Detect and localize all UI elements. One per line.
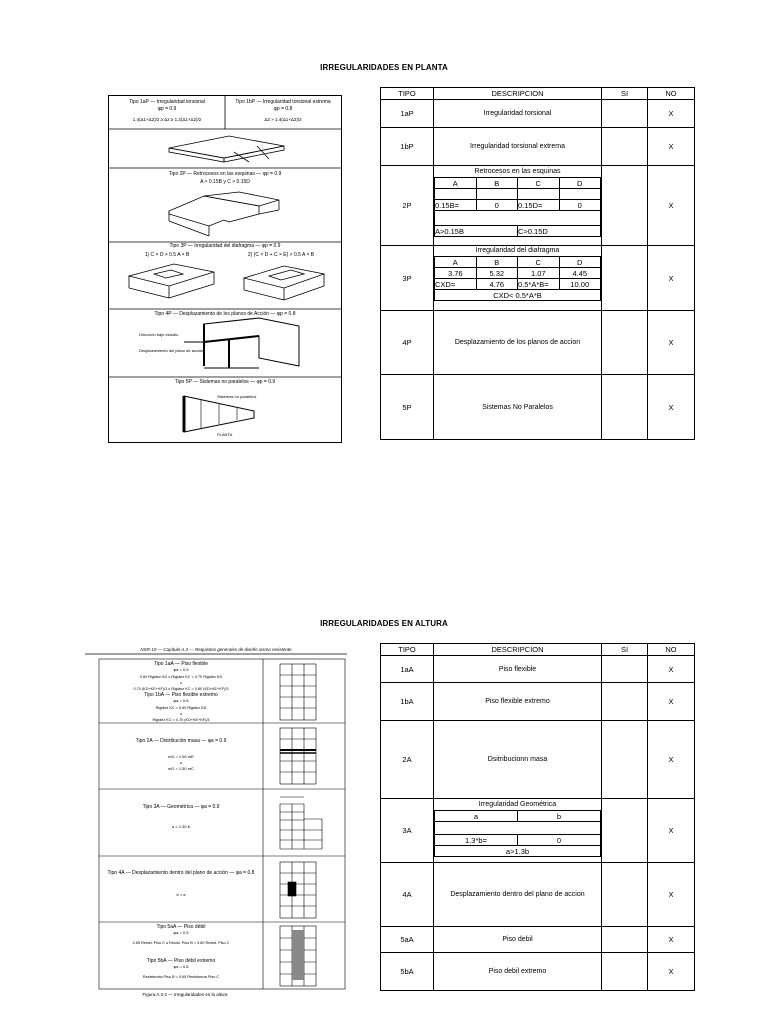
- out-of-plane-offset-drawing: [184, 318, 299, 368]
- col-header-no: NO: [648, 644, 695, 656]
- si-cell[interactable]: [602, 375, 648, 440]
- desc-cell: Irregularidad del diafragma: [475, 247, 560, 254]
- tipo-cell: 1aP: [381, 100, 434, 128]
- si-cell[interactable]: [602, 683, 648, 721]
- input-c[interactable]: [518, 189, 560, 200]
- desc-cell: Retrocesos en las esquinas: [474, 168, 561, 175]
- desc-cell: Piso debil extremo: [434, 953, 602, 991]
- condition-3p: CXD< 0.5*A*B: [435, 290, 601, 301]
- si-cell[interactable]: [602, 311, 648, 375]
- table-row: [381, 128, 695, 166]
- label-d: D: [559, 178, 601, 189]
- fig-3a-title: Tipo 3A — Geométrica — φa = 0.9: [142, 804, 220, 810]
- table-row: [381, 375, 695, 440]
- fig-3a-l1: a > 1.30 b: [172, 824, 190, 829]
- value-c[interactable]: 1.07: [518, 268, 560, 279]
- tipo-cell: 2A: [381, 721, 434, 799]
- fig-1ba-phi: φa = 0.8: [173, 698, 189, 703]
- desc-cell-3p: [434, 246, 602, 311]
- fig-1ap-formula: 1.4(Δ1+Δ2)/2 ≥ Δ2 ≥ 1.2(Δ1+Δ2)/2: [132, 117, 202, 122]
- diafragma-subtable: [434, 256, 601, 301]
- altura-section-title: IRREGULARIDADES EN ALTURA: [320, 619, 448, 628]
- table-row: [381, 953, 695, 991]
- label-a: A: [435, 257, 477, 268]
- desc-cell: Irregularidad torsional: [434, 100, 602, 128]
- no-cell[interactable]: X: [648, 863, 695, 927]
- label-b: B: [476, 178, 518, 189]
- desc-cell-2p: [434, 166, 602, 246]
- fig-1ba-l3: Rigidez KC < 0.70 (KD+KE+KF)/3: [152, 718, 210, 722]
- mass-distribution-building-drawing: [280, 728, 316, 784]
- fig-1aa-l2: o: [179, 681, 183, 685]
- value-b[interactable]: 5.32: [476, 268, 518, 279]
- si-cell[interactable]: [602, 953, 648, 991]
- desc-cell: Piso debil: [434, 927, 602, 953]
- altura-table: [380, 643, 695, 991]
- fig-1ba-title: Tipo 1bA — Piso flexible extremo: [144, 692, 218, 698]
- planta-table: [380, 87, 695, 440]
- fig-1aa-phi: φa = 0.9: [173, 667, 189, 672]
- input-d[interactable]: [559, 189, 601, 200]
- weak-story-building-drawing: [280, 926, 316, 986]
- fig-5aa-l1: 0.65 Resist. Piso C ≤ Resist. Piso B < 0.80 Resist. Piso C: [132, 941, 230, 945]
- diaphragm-opening-drawing: [129, 264, 324, 300]
- fig-4p-note1: Dirección bajo estudio: [139, 332, 179, 337]
- input-b[interactable]: [476, 189, 518, 200]
- no-cell[interactable]: X: [648, 311, 695, 375]
- fig-2a-l3: mD > 1.50 mC: [168, 766, 194, 771]
- tipo-cell: 2P: [381, 166, 434, 246]
- fig-1bp-phi: φp = 0.8: [273, 106, 293, 112]
- fig-5ba-phi: φa = 0.8: [173, 964, 189, 969]
- desc-cell: Dsitribucionn masa: [434, 721, 602, 799]
- torsion-slab-drawing: [169, 136, 284, 162]
- no-cell[interactable]: X: [648, 953, 695, 991]
- table-row: [381, 311, 695, 375]
- fig-2p-formula: A > 0.15B y C > 0.15D: [200, 179, 250, 185]
- label-a: A: [435, 178, 477, 189]
- fig-1aa-l1: 0.60 Rigidez KD ≤ Rigidez KC < 0.70 Rigidez KD: [139, 675, 223, 679]
- value-d[interactable]: 4.45: [559, 268, 601, 279]
- desc-cell: Desplazamiento de los planos de accion: [434, 311, 602, 375]
- re-entrant-corner-drawing: [169, 192, 279, 236]
- no-cell[interactable]: X: [648, 100, 695, 128]
- geometric-building-drawing: [280, 797, 322, 849]
- table-row: [381, 721, 695, 799]
- fig-1ap-title: Tipo 1aP — Irregularidad torsional: [129, 99, 205, 105]
- input-a[interactable]: [435, 189, 477, 200]
- fig-2p-title: Tipo 2P — Retrocesos en las esquinas — φp = 0.9: [168, 171, 282, 177]
- tipo-cell: 5P: [381, 375, 434, 440]
- tipo-cell: 4A: [381, 863, 434, 927]
- retrocesos-subtable: [434, 177, 601, 237]
- col-header-no: NO: [648, 88, 695, 100]
- label-cxd: CXD=: [435, 279, 477, 290]
- fig-1ba-l2: o: [179, 712, 183, 716]
- label-015b: 0.15B=: [435, 200, 477, 211]
- fig-4p-title: Tipo 4P — Desplazamiento de los planos de Acción — φp = 0.8: [154, 311, 296, 317]
- desc-cell-3a: [434, 799, 602, 863]
- si-cell[interactable]: [602, 927, 648, 953]
- si-cell[interactable]: [602, 100, 648, 128]
- tipo-cell: 3A: [381, 799, 434, 863]
- tipo-cell: 5aA: [381, 927, 434, 953]
- col-header-descripcion: DESCRIPCION: [434, 88, 602, 100]
- no-cell[interactable]: X: [648, 721, 695, 799]
- tipo-cell: 4P: [381, 311, 434, 375]
- table-row: [381, 656, 695, 683]
- si-cell[interactable]: [602, 721, 648, 799]
- col-header-tipo: TIPO: [381, 644, 434, 656]
- table-row: [381, 683, 695, 721]
- no-cell[interactable]: X: [648, 656, 695, 683]
- table-row: [381, 166, 695, 246]
- table-row: [381, 863, 695, 927]
- fig-1aa-l3: 0.70 (KD+KE+KF)/3 ≤ Rigidez KC < 0.80 (KD+KE+KF)/3: [133, 687, 229, 691]
- label-a: a: [435, 811, 518, 822]
- label-b: b: [518, 811, 601, 822]
- fig-1aa-title: Tipo 1aA — Piso flexible: [153, 661, 209, 667]
- fig-1bp-formula: Δ2 > 1.4(Δ1+Δ2)/2: [264, 117, 302, 122]
- table-row: [381, 799, 695, 863]
- altura-reference-figure: [85, 644, 347, 1000]
- fig-1bp-title: Tipo 1bP — Irregularidad torsional extrema: [235, 99, 331, 105]
- value-015d: 0: [559, 200, 601, 211]
- tipo-cell: 5bA: [381, 953, 434, 991]
- label-015d: 0.15D=: [518, 200, 560, 211]
- desc-cell: Sistemas No Paralelos: [434, 375, 602, 440]
- fig-1ba-l1: Rigidez KC < 0.60 Rigidez KD: [155, 706, 207, 710]
- condition-3a: a>1.3b: [435, 846, 601, 857]
- desc-cell: Desplazamiento dentro del plano de accion: [434, 863, 602, 927]
- no-cell[interactable]: X: [648, 375, 695, 440]
- desc-cell: Irregularidad torsional extrema: [434, 128, 602, 166]
- fig-4p-note2: Desplazamiento del plano de acción: [139, 348, 204, 353]
- tipo-cell: 3P: [381, 246, 434, 311]
- desc-cell: Piso flexible extremo: [434, 683, 602, 721]
- fig-1ap-phi: φp = 0.9: [157, 106, 177, 112]
- fig-2a-l2: o: [179, 760, 183, 765]
- fig-5ba-l1: Resistencia Piso B < 0.65 Resistencia Piso C: [142, 975, 220, 979]
- si-cell[interactable]: [602, 128, 648, 166]
- table-row: [381, 246, 695, 311]
- fig-3p-opt1: 1) C × D > 0.5 A × B: [144, 252, 190, 258]
- no-cell[interactable]: X: [648, 166, 695, 246]
- tipo-cell: 1bA: [381, 683, 434, 721]
- value-a[interactable]: 3.76: [435, 268, 477, 279]
- fig-5p-note: Sistemas no paralelos: [217, 394, 257, 399]
- fig-2a-title: Tipo 2A — Distribución masa — φa = 0.9: [135, 738, 227, 744]
- in-plane-offset-building-drawing: [280, 862, 316, 918]
- fig-4a-title: Tipo 4A — Desplazamiento dentro del plano de acción — φa = 0.8: [107, 870, 255, 876]
- no-cell[interactable]: X: [648, 683, 695, 721]
- si-cell[interactable]: [602, 799, 648, 863]
- flexible-story-building-drawing: [280, 664, 316, 720]
- label-13b: 1.3*b=: [435, 835, 518, 846]
- condition-a: A>0.15B: [435, 226, 518, 237]
- fig-4a-l1: b > a: [176, 892, 186, 897]
- desc-cell: Irregularidad Geométrica: [478, 801, 557, 808]
- fig-3p-opt2: 2) (C × D + C × E) > 0.5 A × B: [247, 252, 315, 258]
- fig-5aa-title: Tipo 5aA — Piso débil: [156, 924, 206, 930]
- no-cell[interactable]: X: [648, 128, 695, 166]
- geometrica-subtable: [434, 810, 601, 857]
- no-cell[interactable]: X: [648, 927, 695, 953]
- fig-5ba-title: Tipo 5bA — Piso débil extremo: [146, 958, 216, 964]
- si-cell[interactable]: [602, 863, 648, 927]
- fig-altura-caption: Figura A.3-2 — Irregularidades en la altura: [142, 992, 228, 997]
- label-b: B: [476, 257, 518, 268]
- si-cell[interactable]: [602, 166, 648, 246]
- value-015b: 0: [476, 200, 518, 211]
- fig-5aa-phi: φa = 0.9: [173, 930, 189, 935]
- label-c: C: [518, 178, 560, 189]
- tipo-cell: 1aA: [381, 656, 434, 683]
- value-13b: 0: [518, 835, 601, 846]
- no-cell[interactable]: X: [648, 799, 695, 863]
- col-header-descripcion: DESCRIPCION: [434, 644, 602, 656]
- desc-cell: Piso flexible: [434, 656, 602, 683]
- tipo-cell: 1bP: [381, 128, 434, 166]
- condition-c: C>0.15D: [518, 226, 601, 237]
- fig-3p-title: Tipo 3P — Irregularidad del diafragma — φp = 0.9: [169, 243, 281, 249]
- no-cell[interactable]: X: [648, 246, 695, 311]
- table-row: [381, 927, 695, 953]
- label-d: D: [559, 257, 601, 268]
- value-cxd: 4.76: [476, 279, 518, 290]
- label-c: C: [518, 257, 560, 268]
- label-05ab: 0.5*A*B=: [518, 279, 560, 290]
- si-cell[interactable]: [602, 656, 648, 683]
- fig-5p-title: Tipo 5P — Sistemas no paralelos — φp = 0.9: [174, 379, 276, 385]
- planta-reference-figure: [108, 95, 342, 443]
- col-header-si: SI: [602, 644, 648, 656]
- fig-2a-l1: mD > 1.50 mE: [168, 754, 194, 759]
- table-row: [381, 100, 695, 128]
- col-header-tipo: TIPO: [381, 88, 434, 100]
- planta-section-title: IRREGULARIDADES EN PLANTA: [320, 63, 448, 72]
- value-05ab: 10.00: [559, 279, 601, 290]
- non-parallel-system-drawing: [184, 394, 257, 432]
- si-cell[interactable]: [602, 246, 648, 311]
- fig-altura-header: NSR-10 — Capítulo A.3 — Requisitos generales de diseño sismo resistente: [140, 647, 292, 652]
- col-header-si: SI: [602, 88, 648, 100]
- fig-5p-caption: PLANTA: [217, 432, 233, 437]
